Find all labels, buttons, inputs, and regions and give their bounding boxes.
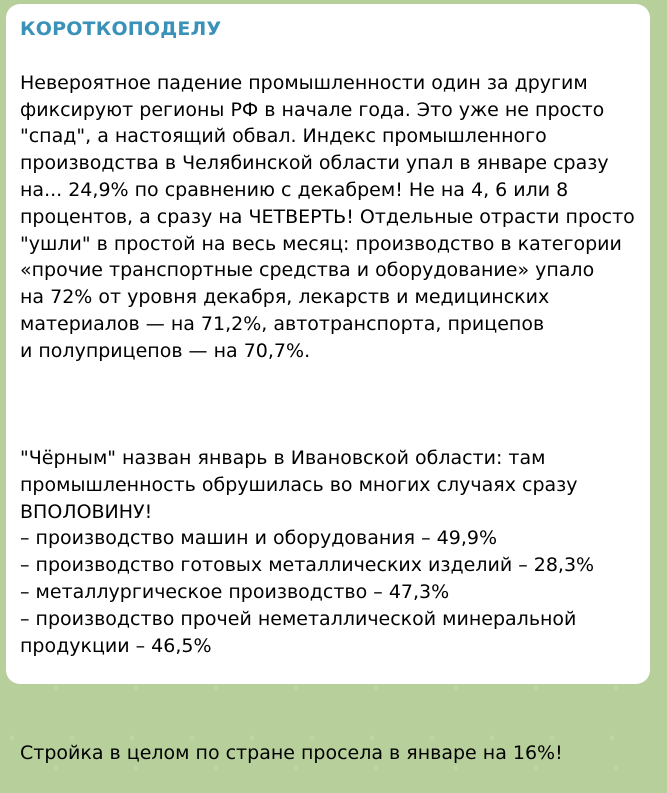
message-text	[20, 43, 640, 793]
paragraph-spacer	[20, 686, 640, 713]
message-bubble	[6, 4, 650, 764]
channel-name[interactable]: КОРОТКОПОДЕЛУ	[20, 18, 222, 40]
paragraph-2: "Чёрным" назван январь в Ивановской области: там промышленность обрушилась во многих случаях сразу ВПОЛОВИНУ! – производство машин и оборудования – 49,9% – производство готовых металлических изделий – 28,3% – металлургическое производство – 47,3% – производство прочей неметаллической минеральной продукции – 46,5%	[20, 446, 595, 657]
paragraph-3: Стройка в целом по стране просела в январе на 16%!	[20, 741, 563, 764]
paragraph-1: Невероятное падение промышленности один за другим фиксируют регионы РФ в начале года. Это уже не просто "спад", а настоящий обвал. Индекс промышленного производства в Челябинской области упал в январе сразу на... 24,9% по сравнению с декабрем! Не на 4, 6 или 8 процентов, а сразу на ЧЕТВЕРТЬ! Отдельные отрасти просто "ушли" в простой на весь месяц: производство в категории «прочие транспортные средства и оборудование» упало на 72% от уровня декабря, лекарств и медицинских материалов — на 71,2%, автотранспорта, прицепов и полуприцепов — на 70,7%.	[20, 71, 635, 362]
paragraph-spacer	[20, 391, 640, 418]
